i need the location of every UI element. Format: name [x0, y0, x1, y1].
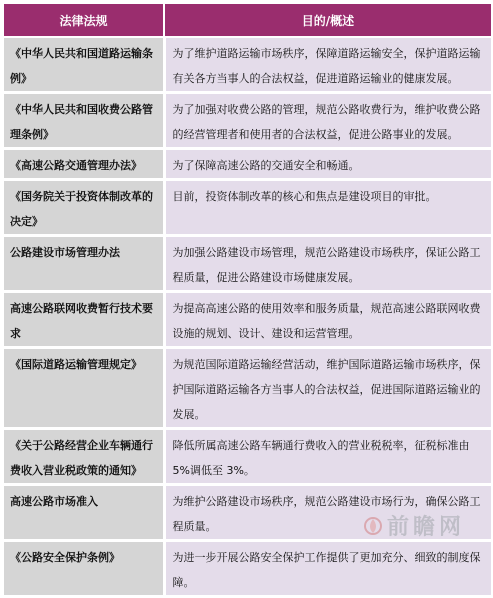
purpose-cell: 为了加强对收费公路的管理，规范公路收费行为，维护收费公路的经营管理者和使用者的合法权益，促进公路事业的发展。 — [164, 93, 491, 149]
table-row — [4, 292, 491, 348]
law-name-cell: 高速公路联网收费暂行技术要求 — [4, 292, 164, 348]
law-name-cell: 《中华人民共和国道路运输条例》 — [4, 37, 164, 93]
purpose-cell: 为进一步开展公路安全保护工作提供了更加充分、细致的制度保障。 — [164, 541, 491, 597]
table-row — [4, 180, 491, 236]
law-name-cell: 公路建设市场管理办法 — [4, 236, 164, 292]
law-name-cell: 《公路安全保护条例》 — [4, 541, 164, 597]
table-row — [4, 429, 491, 485]
purpose-cell: 为了保障高速公路的交通安全和畅通。 — [164, 149, 491, 180]
purpose-cell: 为提高高速公路的使用效率和服务质量，规范高速公路联网收费设施的规划、设计、建设和运营管理。 — [164, 292, 491, 348]
law-name-cell: 高速公路市场准入 — [4, 485, 164, 541]
table-row — [4, 236, 491, 292]
law-name-cell: 《关于公路经营企业车辆通行费收入营业税政策的通知》 — [4, 429, 164, 485]
purpose-cell: 为了维护道路运输市场秩序，保障道路运输安全，保护道路运输有关各方当事人的合法权益，促进道路运输业的健康发展。 — [164, 37, 491, 93]
table-row — [4, 348, 491, 429]
watermark-text: 前瞻网 — [386, 514, 465, 540]
laws-table — [4, 4, 491, 598]
law-name-cell: 《国务院关于投资体制改革的决定》 — [4, 180, 164, 236]
header-purpose: 目的/概述 — [164, 4, 491, 37]
header-row — [4, 4, 491, 37]
header-law: 法律法规 — [4, 4, 164, 37]
table-row — [4, 541, 491, 597]
table-row — [4, 37, 491, 93]
purpose-cell: 为维护公路建设市场秩序，规范公路建设市场行为，确保公路工程质量。 — [164, 485, 491, 541]
purpose-cell: 为加强公路建设市场管理，规范公路建设市场秩序，保证公路工程质量，促进公路建设市场健康发展。 — [164, 236, 491, 292]
purpose-cell: 降低所属高速公路车辆通行费收入的营业税税率，征税标准由 5%调低至 3%。 — [164, 429, 491, 485]
laws-table-frame — [3, 3, 492, 589]
purpose-cell: 为规范国际道路运输经营活动，维护国际道路运输市场秩序，保护国际道路运输各方当事人的合法权益，促进国际道路运输业的发展。 — [164, 348, 491, 429]
law-name-cell: 《国际道路运输管理规定》 — [4, 348, 164, 429]
table-row — [4, 93, 491, 149]
law-name-cell: 《高速公路交通管理办法》 — [4, 149, 164, 180]
purpose-cell: 目前，投资体制改革的核心和焦点是建设项目的审批。 — [164, 180, 491, 236]
table-row — [4, 149, 491, 180]
law-name-cell: 《中华人民共和国收费公路管理条例》 — [4, 93, 164, 149]
table-row — [4, 485, 491, 541]
